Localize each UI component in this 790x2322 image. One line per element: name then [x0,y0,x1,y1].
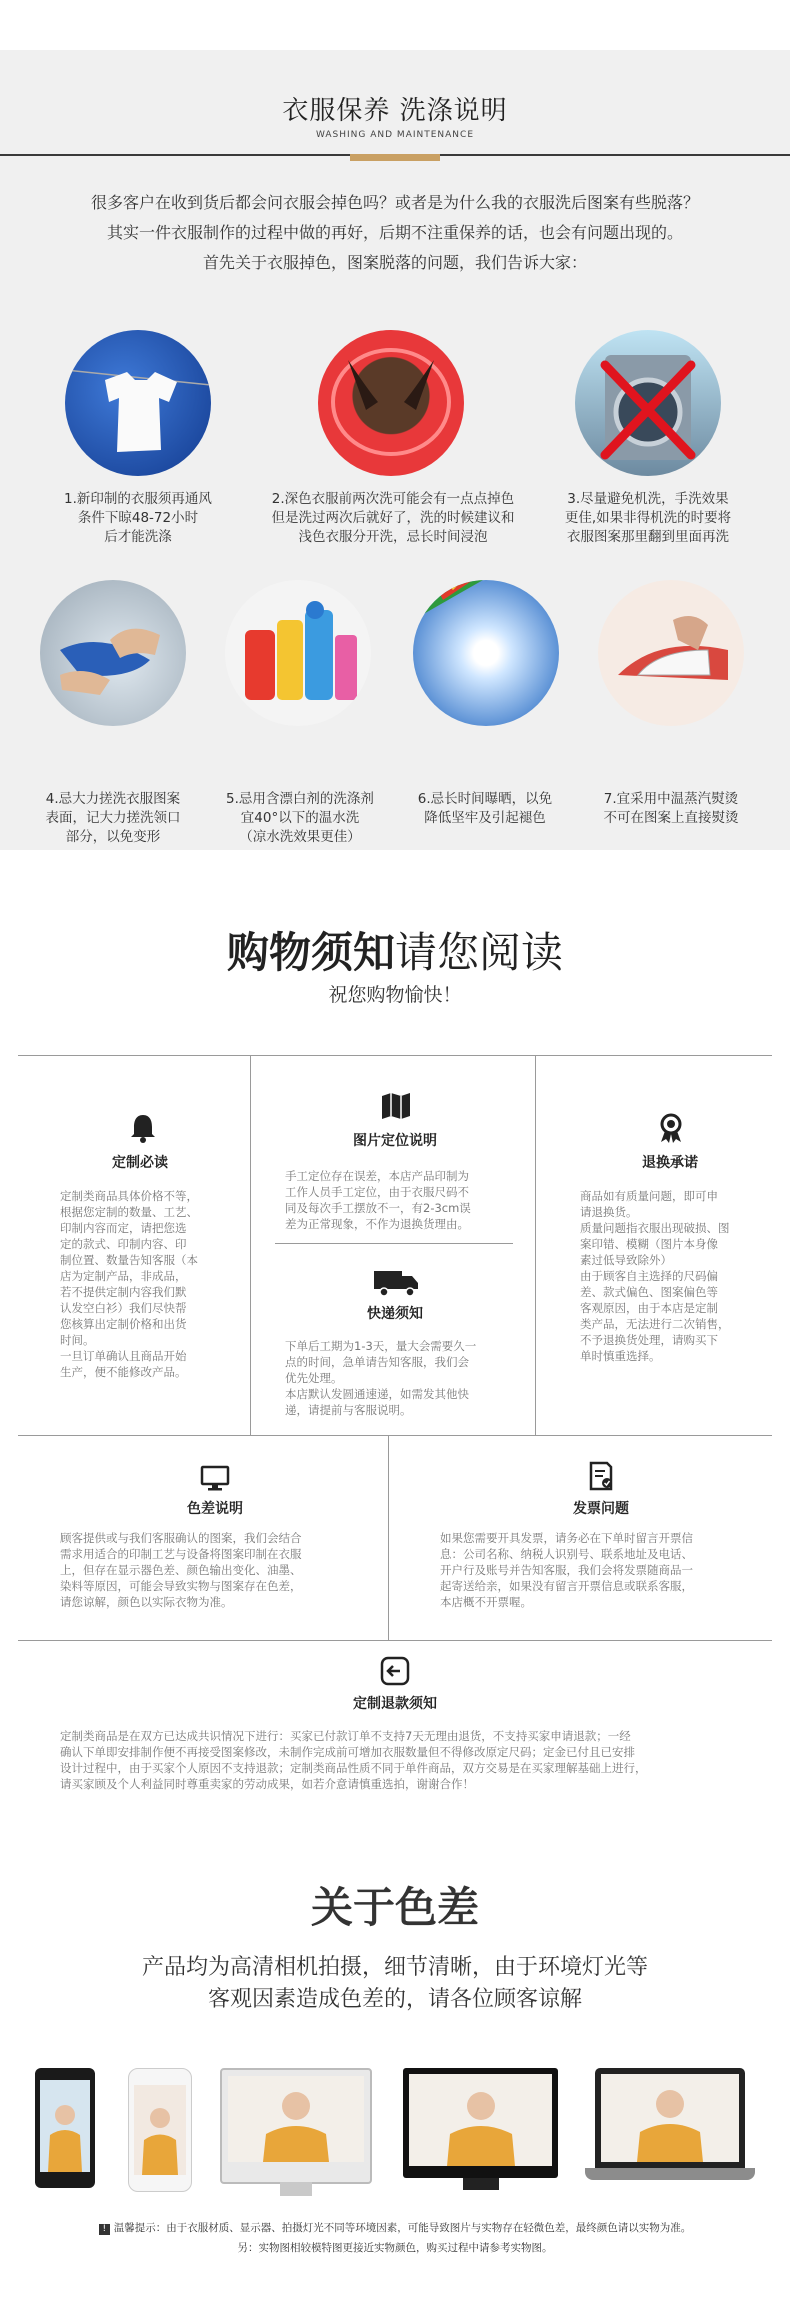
intro-line-2: 其实一件衣服制作的过程中做的再好，后期不注重保养的话，也会有问题出现的。 [106,223,683,242]
badge-icon [655,1112,687,1144]
shirt-drying-icon [65,330,211,476]
tip-7-text: 7.宜采用中温蒸汽熨烫 不可在图案上直接熨烫 [603,791,739,826]
color-diff-desc-1: 产品均为高清相机拍摄，细节清晰，由于环境灯光等 [141,1955,648,1980]
bell-icon [127,1112,159,1144]
card-title-invoice: 发票问题 [573,1501,629,1517]
tip-6-text: 6.忌长时间曝晒，以免 降低坚牢及引起褪色 [417,791,553,826]
grid-line [250,1055,251,1435]
card-body-color: 顾客提供或与我们客服确认的图案，我们会结合 需求用适合的印制工艺与设备将图案印制在衣服 上，但存在显示器色差、颜色输出变化、油墨、 染料等原因，可能会导致实物与图案存在色差， 请您谅解，颜色以实际衣物为准。 [60,1531,302,1609]
shopping-subtitle: 祝您购物愉快！ [328,984,462,1006]
info-icon: ! [99,2224,110,2235]
card-body-position: 手工定位存在误差，本店产品印制为 工作人员手工定位，由于衣服尺码不 同及每次手工摆放不一，有2-3cm误 差为正常现象，不作为退换货理由。 [285,1169,471,1231]
map-icon [380,1090,412,1122]
intro-line-1: 很多客户在收到货后都会问衣服会掉色吗？或者是为什么我的衣服洗后图案有些脱落？ [90,193,699,212]
grid-line [535,1055,536,1435]
card-body-shipping: 下单后工期为1-3天，量大会需要久一 点的时间，急单请告知客服，我们会 优先处理。 本店默认发圆通速递，如需发其他快 递，请提前与客服说明。 [285,1339,477,1417]
tip-1-text: 1.新印制的衣服须再通风 条件下晾48-72小时 后才能洗涤 [64,491,212,545]
refund-icon [379,1655,411,1687]
card-title-color: 色差说明 [187,1501,243,1517]
care-subtitle: WASHING AND MAINTENANCE [315,130,475,140]
grid-line [18,1640,772,1641]
card-body-return: 商品如有质量问题，即可申 请退换货。 质量问题指衣服出现破损、图 案印错、模糊（图片本身像 素过低导致除外） 由于顾客自主选择的尺码偏 差、款式偏色、图案偏色等 客观原因，由于本店是定制 类产品，无法进行二次销售， 不予退换货处理，请购买下 单时慎重选择。 [580,1189,730,1363]
invoice-icon [585,1460,617,1492]
grid-line [18,1435,772,1436]
care-title: 衣服保养 洗涤说明 [282,96,508,126]
scrub-icon [40,580,186,726]
tip-4-text: 4.忌大力搓洗衣服图案 表面，记大力搓洗领口 部分，以免变形 [45,791,181,845]
truck-icon [372,1265,420,1297]
card-body-invoice: 如果您需要开具发票，请务必在下单时留言开票信 息：公司名称、纳税人识别号、联系地址及电话、 开户行及账号并告知客服，我们会将发票随商品一 起寄送给亲，如果没有留言开票信息或联系客服， 本店概不开票喔。 [440,1531,693,1609]
laptop-base [585,2168,755,2180]
iron-icon [598,580,744,726]
detergent-icon [225,580,371,726]
sun-icon [413,580,559,726]
no-machine-wash-icon [575,330,721,476]
note-line-2: 另：实物图相较模特图更接近实物颜色，购买过程中请参考实物图。 [237,2242,553,2254]
tip-5-text: 5.忌用含漂白剂的洗涤剂 宜40°以下的温水洗 （凉水洗效果更佳） [226,791,374,845]
grid-line [275,1243,513,1244]
tip-3-text: 3.尽量避免机洗，手洗效果 更佳,如果非得机洗的时要将 衣服图案那里翻到里面再洗 [564,491,732,545]
card-title-return: 退换承诺 [642,1155,698,1171]
monitor-icon [199,1462,231,1494]
card-title-refund: 定制退款须知 [353,1696,437,1712]
color-diff-title: 关于色差 [310,1883,479,1932]
care-section [0,50,790,850]
imac [220,2068,372,2184]
card-title-position: 图片定位说明 [353,1133,437,1149]
hand-wash-icon [318,330,464,476]
card-title-custom: 定制必读 [112,1155,168,1171]
card-title-shipping: 快递须知 [367,1306,423,1322]
phone-white [128,2068,192,2192]
card-body-refund: 定制类商品是在双方已达成共识情况下进行：买家已付款订单不支持7天无理由退货，不支持买家申请退款；一经 确认下单即安排制作便不再接受图案修改，未制作完成前可增加衣服数量但不得修改原定尺码；定金已付且已安排 设计过程中，由于买家个人原因不支持退款；定制类商品性质不同于单件商品，双方交易是在买家理解基础上进行， 请买家顾及个人利益同时尊重卖家的劳动成果，如若介意请慎重选拍，谢谢合作！ [60,1729,647,1791]
monitor [403,2068,558,2178]
grid-line [388,1435,389,1640]
tip-2-text: 2.深色衣服前两次洗可能会有一点点掉色 但是洗过两次后就好了，洗的时候建议和 浅色衣服分开洗，忌长时间浸泡 [271,491,515,545]
intro-line-3: 首先关于衣服掉色，图案脱落的问题，我们告诉大家： [202,253,587,272]
shopping-title: 购物须知请您阅读 [226,928,564,977]
color-diff-desc-2: 客观因素造成色差的，请各位顾客谅解 [207,1987,582,2012]
divider-accent [350,154,440,161]
note-line-1: ! 温馨提示：由于衣服材质、显示器、拍摄灯光不同等环境因素，可能导致图片与实物存在轻微色差，最终颜色请以实物为准。 [0,2220,790,2235]
laptop [595,2068,745,2168]
grid-line [18,1055,772,1056]
phone-dark [35,2068,95,2188]
card-body-custom: 定制类商品具体价格不等， 根据您定制的数量、工艺、 印制内容而定，请把您选 定的款式、印制内容、印 制位置、数量告知客服（本 店为定制产品，非成品， 若不提供定制内容我们默 认发空白衫）我们尽快帮 您核算出定制价格和出货 时间。 一旦订单确认且商品开始 生产，便不能修改产品。 [60,1189,198,1379]
